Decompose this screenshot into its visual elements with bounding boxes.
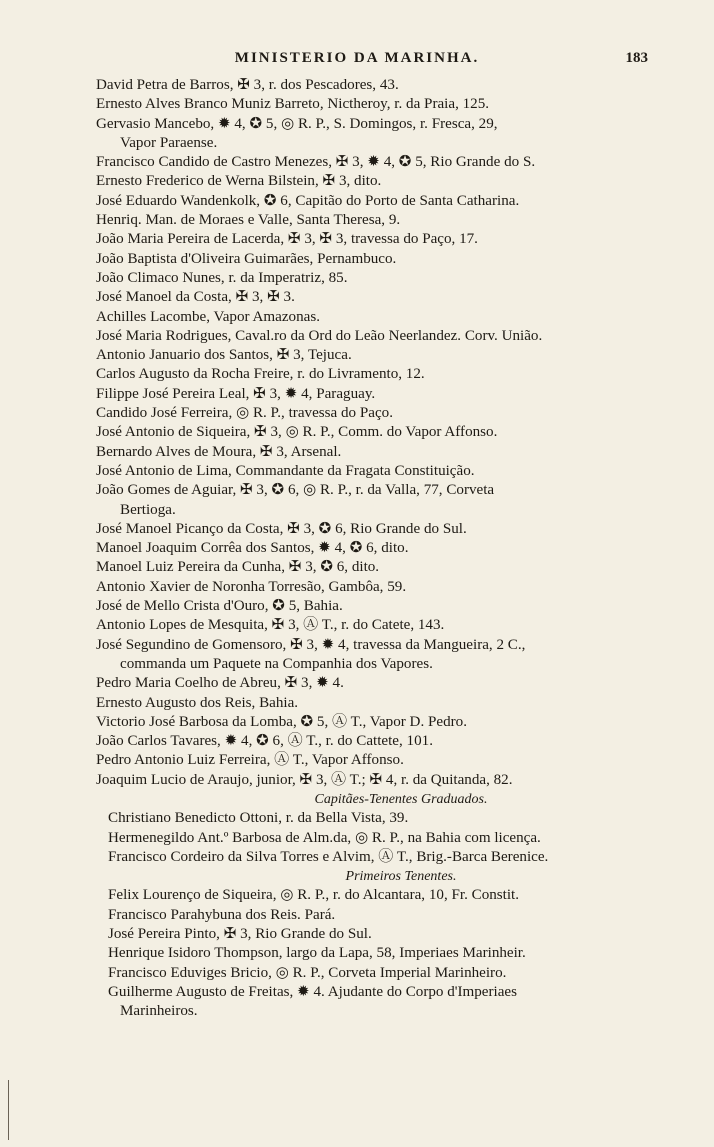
- list-entry-continuation: commanda um Paquete na Companhia dos Vapores.: [120, 655, 433, 672]
- list-entry: José Maria Rodrigues, Caval.ro da Ord do Leão Neerlandez. Corv. União.: [96, 327, 543, 344]
- list-entry: João Carlos Tavares, ✹ 4, ✪ 6, Ⓐ T., r. do Cattete, 101.: [96, 733, 433, 750]
- list-entry: Ernesto Alves Branco Muniz Barreto, Nictheroy, r. da Praia, 125.: [96, 96, 490, 113]
- list-entry: David Petra de Barros, ✠ 3, r. dos Pescadores, 43.: [96, 77, 399, 93]
- list-entry: José Antonio de Lima, Commandante da Fragata Constituição.: [96, 462, 475, 479]
- list-entry: José Antonio de Siqueira, ✠ 3, ◎ R. P., Comm. do Vapor Affonso.: [96, 424, 498, 441]
- list-entry: Bernardo Alves de Moura, ✠ 3, Arsenal.: [96, 443, 342, 460]
- list-entry: João Gomes de Aguiar, ✠ 3, ✪ 6, ◎ R. P., r. da Valla, 77, Corveta: [96, 482, 495, 499]
- list-entry: Pedro Antonio Luiz Ferreira, Ⓐ T., Vapor Affonso.: [96, 752, 404, 769]
- list-entry: Felix Lourenço de Siqueira, ◎ R. P., r. do Alcantara, 10, Fr. Constit.: [108, 887, 520, 904]
- running-title: MINISTERIO DA MARINHA.: [234, 50, 480, 66]
- list-entry: Hermenegildo Ant.º Barbosa de Alm.da, ◎ R. P., na Bahia com licença.: [108, 829, 541, 846]
- list-entry: Henriq. Man. de Moraes e Valle, Santa Theresa, 9.: [96, 212, 401, 229]
- list-entry: Manoel Luiz Pereira da Cunha, ✠ 3, ✪ 6, dito.: [96, 559, 380, 576]
- list-entry: Carlos Augusto da Rocha Freire, r. do Livramento, 12.: [96, 366, 425, 383]
- list-entry: José Pereira Pinto, ✠ 3, Rio Grande do Sul.: [108, 926, 372, 943]
- list-entry: João Climaco Nunes, r. da Imperatriz, 85.: [96, 269, 348, 286]
- section-heading: Capitães-Tenentes Graduados.: [314, 791, 488, 807]
- list-entry: Pedro Maria Coelho de Abreu, ✠ 3, ✹ 4.: [96, 675, 344, 692]
- list-entry: José Segundino de Gomensoro, ✠ 3, ✹ 4, travessa da Mangueira, 2 C.,: [96, 636, 526, 653]
- list-entry: João Baptista d'Oliveira Guimarães, Pernambuco.: [96, 250, 397, 267]
- list-entry: José Manoel da Costa, ✠ 3, ✠ 3.: [96, 289, 295, 306]
- list-entry: Antonio Xavier de Noronha Torresão, Gambôa, 59.: [96, 578, 407, 595]
- list-entry: Christiano Benedicto Ottoni, r. da Bella Vista, 39.: [108, 810, 409, 827]
- officer-list: [96, 76, 676, 1022]
- list-entry: Antonio Lopes de Mesquita, ✠ 3, Ⓐ T., r. do Catete, 143.: [96, 617, 445, 634]
- list-entry: Francisco Candido de Castro Menezes, ✠ 3, ✹ 4, ✪ 5, Rio Grande do S.: [96, 154, 536, 171]
- list-entry: Achilles Lacombe, Vapor Amazonas.: [96, 308, 320, 325]
- list-entry: Francisco Cordeiro da Silva Torres e Alvim, Ⓐ T., Brig.-Barca Berenice.: [108, 848, 549, 865]
- list-entry: José de Mello Crista d'Ouro, ✪ 5, Bahia.: [96, 598, 343, 615]
- list-entry: Ernesto Augusto dos Reis, Bahia.: [96, 694, 299, 711]
- list-entry-continuation: Marinheiros.: [120, 1003, 198, 1020]
- section-heading: Primeiros Tenentes.: [345, 869, 457, 885]
- list-entry: Henrique Isidoro Thompson, largo da Lapa, 58, Imperiaes Marinheir.: [108, 945, 526, 962]
- list-entry-continuation: Vapor Paraense.: [120, 134, 218, 151]
- list-entry: Francisco Eduviges Bricio, ◎ R. P., Corveta Imperial Marinheiro.: [108, 964, 507, 981]
- list-entry: José Eduardo Wandenkolk, ✪ 6, Capitão do Porto de Santa Catharina.: [96, 192, 520, 209]
- page-header: [0, 50, 714, 74]
- list-entry: Gervasio Mancebo, ✹ 4, ✪ 5, ◎ R. P., S. Domingos, r. Fresca, 29,: [96, 115, 498, 132]
- list-entry: Manoel Joaquim Corrêa dos Santos, ✹ 4, ✪ 6, dito.: [96, 540, 409, 557]
- list-entry: José Manoel Picanço da Costa, ✠ 3, ✪ 6, Rio Grande do Sul.: [96, 520, 467, 537]
- list-entry: Antonio Januario dos Santos, ✠ 3, Tejuca.: [96, 347, 352, 364]
- list-entry: Guilherme Augusto de Freitas, ✹ 4. Ajudante do Corpo d'Imperiaes: [108, 983, 517, 1000]
- list-entry: Francisco Parahybuna dos Reis. Pará.: [108, 906, 336, 923]
- list-entry: Candido José Ferreira, ◎ R. P., travessa do Paço.: [96, 405, 393, 422]
- list-entry: João Maria Pereira de Lacerda, ✠ 3, ✠ 3, travessa do Paço, 17.: [96, 231, 478, 248]
- list-entry: Joaquim Lucio de Araujo, junior, ✠ 3, Ⓐ T.; ✠ 4, r. da Quitanda, 82.: [96, 771, 513, 788]
- list-entry: Ernesto Frederico de Werna Bilstein, ✠ 3, dito.: [96, 173, 382, 190]
- list-entry-continuation: Bertioga.: [120, 501, 176, 518]
- list-entry: Victorio José Barbosa da Lomba, ✪ 5, Ⓐ T., Vapor D. Pedro.: [96, 713, 467, 730]
- list-entry: Filippe José Pereira Leal, ✠ 3, ✹ 4, Paraguay.: [96, 385, 376, 402]
- margin-mark: [8, 1080, 11, 1140]
- page-number: 183: [625, 50, 648, 66]
